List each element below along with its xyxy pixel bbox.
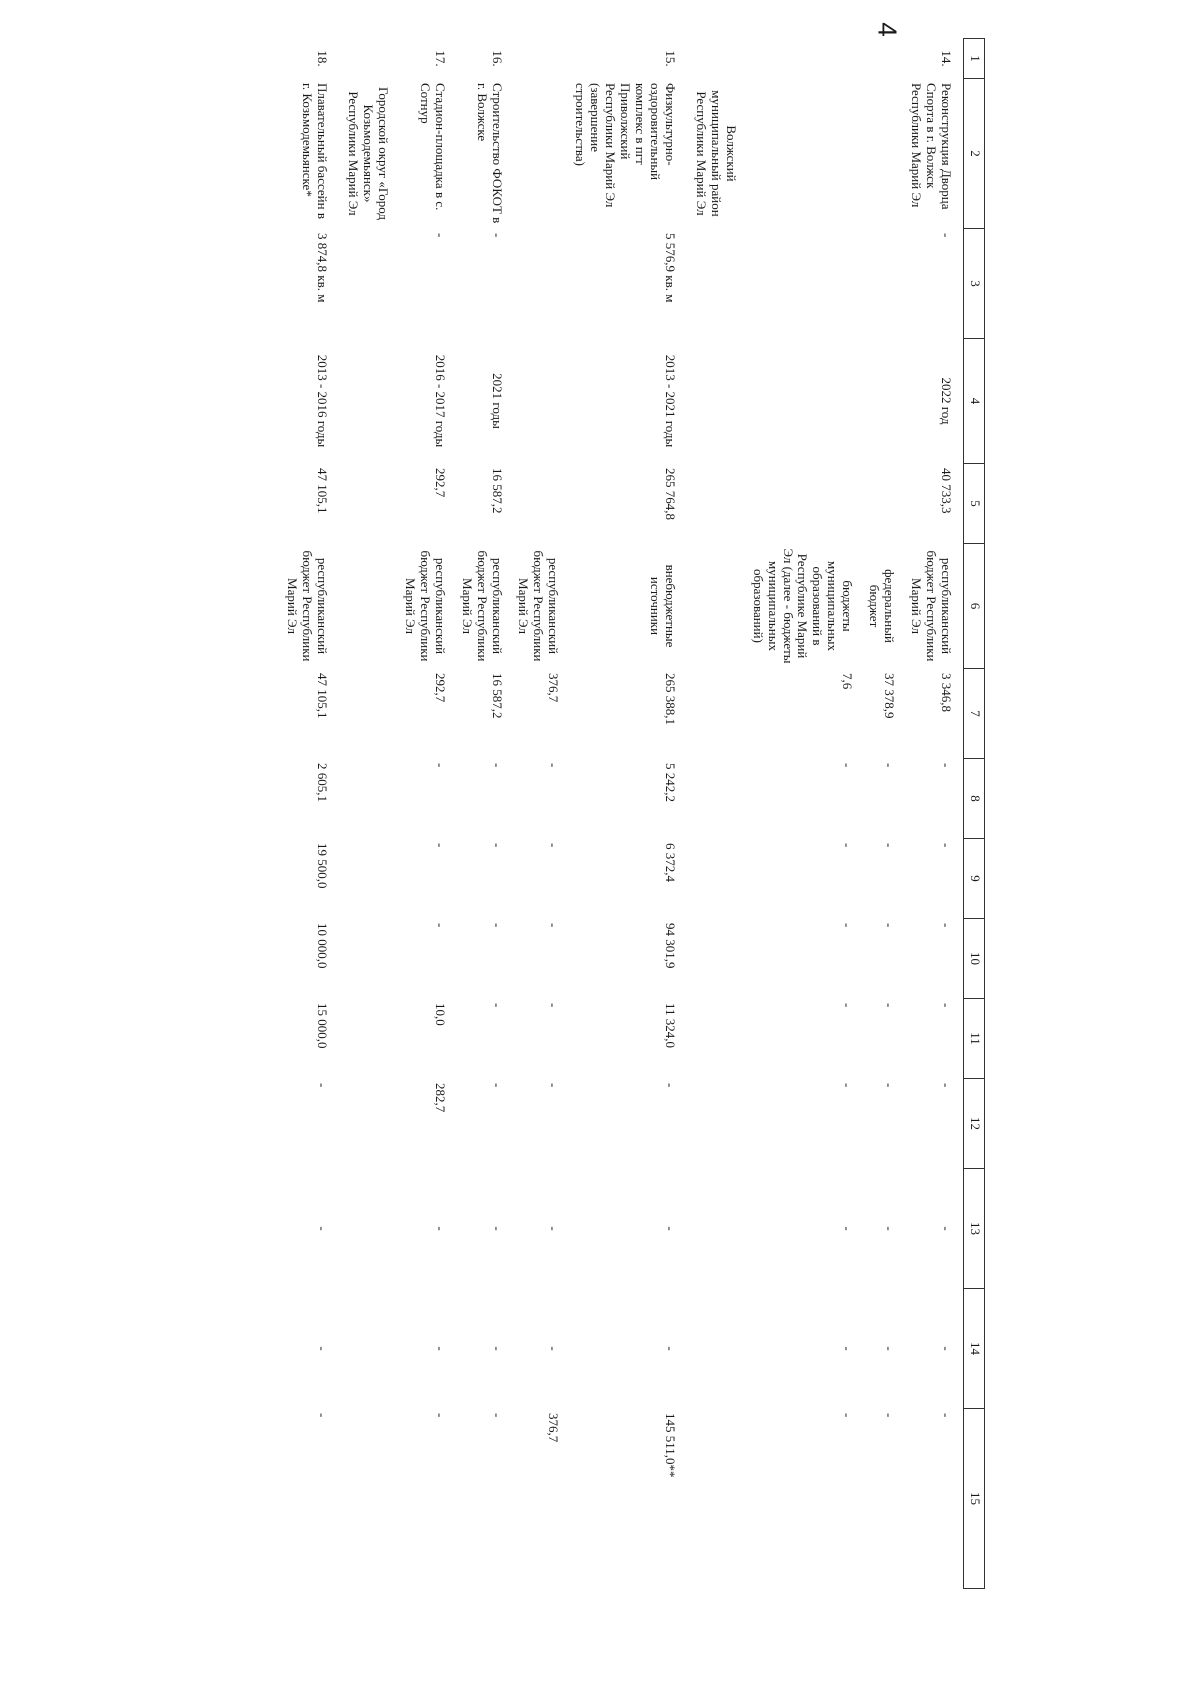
table-cell: 6 372,4 [662, 843, 678, 882]
table-cell: - [882, 923, 898, 928]
table-cell: - [662, 1346, 678, 1351]
table-cell: 47 105,1 [315, 468, 331, 514]
column-header-11: 11 [964, 999, 985, 1079]
table-cell: - [840, 763, 856, 768]
table-cell: - [882, 1226, 898, 1231]
table-cell: - [840, 1346, 856, 1351]
table-cell: 5 576,9 кв. м [662, 233, 678, 303]
table-cell: республиканский бюджет Республики Марий Эл [909, 550, 954, 662]
table-cell: - [840, 923, 856, 928]
column-header-9: 9 [964, 839, 985, 919]
table-body [282, 39, 963, 1589]
table-cell [514, 464, 571, 544]
table-cell: - [546, 1003, 562, 1008]
table-cell: - [432, 763, 448, 768]
table-cell: Физкультурно-оздоровительный комплекс в пгт Приволжский Республики Марий Эл (завершение строительства) [573, 83, 678, 208]
district-row [687, 39, 748, 1589]
table-cell [864, 39, 906, 79]
column-header-6: 6 [964, 544, 985, 669]
district-row [339, 39, 400, 1589]
table-cell [514, 229, 571, 339]
table-cell: бюджеты муниципальных образований в Республике Марий Эл (далее - бюджеты муниципальных образований) [750, 548, 856, 664]
table-cell: - [432, 1226, 448, 1231]
table-row [457, 39, 514, 1589]
table-cell [514, 39, 571, 79]
table-cell: 376,7 [546, 1413, 562, 1443]
table-cell [748, 464, 865, 544]
table-cell: - [489, 1413, 505, 1418]
table-cell: - [882, 1083, 898, 1088]
table-cell: 265 388,1 [662, 673, 678, 725]
table-cell: 5 242,2 [662, 763, 678, 802]
table-cell: 292,7 [432, 468, 448, 498]
table-cell [864, 229, 906, 339]
table-subrow [864, 39, 906, 1589]
table-cell: - [489, 1003, 505, 1008]
table-cell [339, 39, 400, 79]
table-cell: республиканский бюджет Республики Марий Эл [459, 550, 505, 662]
table-cell: 2022 год [939, 377, 954, 425]
column-header-4: 4 [964, 339, 985, 464]
table-cell [514, 339, 571, 464]
table-cell: - [432, 1346, 448, 1351]
table-cell: - [939, 1003, 954, 1008]
table-cell: - [840, 1226, 856, 1231]
table-cell: - [939, 1083, 954, 1088]
column-header-15: 15 [964, 1409, 985, 1589]
table-cell: - [546, 843, 562, 848]
table-cell: 94 301,9 [662, 923, 678, 969]
table-cell: - [546, 1226, 562, 1231]
table-cell: - [432, 233, 448, 238]
table-cell: - [432, 923, 448, 928]
table-cell: 37 378,9 [882, 673, 898, 719]
table-cell: 292,7 [432, 673, 448, 703]
table-cell: 265 764,8 [662, 468, 678, 520]
table-cell: Реконструкция Дворца Спорта в г. Волжск Республики Марий Эл [909, 83, 954, 210]
table-cell: 2016 - 2017 годы [432, 354, 448, 448]
table-cell [748, 339, 865, 464]
table-cell: 3 346,8 [939, 673, 954, 712]
table-cell: 16 587,2 [489, 673, 505, 719]
table-cell: - [939, 923, 954, 928]
table-row [906, 39, 963, 1589]
table-row [400, 39, 457, 1589]
table-cell: - [840, 1003, 856, 1008]
table-cell: - [546, 1346, 562, 1351]
table-cell [864, 339, 906, 464]
column-header-1: 1 [964, 39, 985, 79]
table-cell: республиканский бюджет Республики Марий Эл [285, 550, 331, 662]
table-cell: - [546, 1083, 562, 1088]
column-header-12: 12 [964, 1079, 985, 1169]
table-cell: - [939, 843, 954, 848]
table-cell: 7,6 [840, 673, 856, 690]
table-cell: - [315, 1226, 331, 1231]
table-cell: - [662, 1083, 678, 1088]
table-cell: - [546, 763, 562, 768]
table-cell: 2013 - 2016 годы [315, 354, 331, 448]
table-cell: - [315, 1413, 331, 1418]
table-cell: - [489, 233, 505, 238]
header-row [964, 39, 985, 1589]
table-cell [748, 79, 865, 229]
table-cell: - [489, 923, 505, 928]
table-cell: - [315, 1346, 331, 1351]
table-cell: 16. [489, 50, 505, 67]
table-cell [687, 229, 748, 1589]
table-cell: республиканский бюджет Республики Марий Эл [516, 550, 562, 662]
table-cell [864, 464, 906, 544]
column-header-10: 10 [964, 919, 985, 999]
table-cell: - [939, 233, 954, 238]
table-cell: - [939, 1346, 954, 1351]
column-header-3: 3 [964, 229, 985, 339]
table-cell: 14. [939, 50, 954, 67]
table-cell: - [489, 1346, 505, 1351]
table-cell: - [840, 843, 856, 848]
column-header-7: 7 [964, 669, 985, 759]
table-cell: - [882, 1346, 898, 1351]
table-cell: 11 324,0 [662, 1003, 678, 1049]
table-cell: 40 733,3 [939, 468, 954, 514]
table-cell: 2013 - 2021 годы [662, 354, 678, 448]
table-cell: Плавательный бассейн в г. Козьмодемьянске* [300, 83, 331, 219]
table-cell: - [662, 1226, 678, 1231]
table-cell: - [489, 843, 505, 848]
table-cell: 17. [432, 50, 448, 67]
table-cell: 18. [315, 50, 331, 67]
table-cell: - [489, 1083, 505, 1088]
table-cell: - [939, 1226, 954, 1231]
table-cell [748, 39, 865, 79]
table-cell: - [432, 1413, 448, 1418]
table-cell: - [315, 1083, 331, 1088]
table-cell: 145 511,0** [662, 1413, 678, 1478]
table-cell: - [882, 843, 898, 848]
table-cell: внебюджетные источники [648, 564, 678, 648]
table-cell: - [882, 763, 898, 768]
table-cell: - [882, 1413, 898, 1418]
rotated-table-wrapper [205, 38, 985, 1588]
table-cell: 282,7 [432, 1083, 448, 1113]
table-cell [864, 79, 906, 229]
table-cell: - [546, 923, 562, 928]
table-cell: 15 000,0 [315, 1003, 331, 1049]
table-cell: - [840, 1083, 856, 1088]
table-subrow [514, 39, 571, 1589]
district-name: Городской округ «Город Козьмодемьянск» Республики Марий Эл [346, 86, 391, 221]
table-cell: 16 587,2 [489, 468, 505, 514]
table-cell [339, 229, 400, 1589]
district-name: Волжский муниципальный район Республики Марий Эл [693, 90, 739, 217]
table-cell: федеральный бюджет [867, 569, 898, 643]
column-header-14: 14 [964, 1289, 985, 1409]
page-number: 4 [872, 22, 903, 37]
table-cell: - [489, 763, 505, 768]
column-header-8: 8 [964, 759, 985, 839]
table-cell: 10 000,0 [315, 923, 331, 969]
column-header-5: 5 [964, 464, 985, 544]
table-cell: Строительство ФОКОТ в г. Волжске [474, 83, 505, 224]
funding-table [282, 38, 985, 1589]
table-cell: 19 500,0 [315, 843, 331, 889]
table-cell: Стадион-площадка в с. Сотнур [417, 83, 448, 211]
table-cell: республиканский бюджет Республики Марий Эл [402, 550, 448, 662]
table-cell [687, 39, 748, 79]
table-cell: 10,0 [432, 1003, 448, 1026]
table-cell: - [939, 763, 954, 768]
table-cell: - [882, 1003, 898, 1008]
table-cell: 3 874,8 кв. м [315, 233, 331, 303]
table-row [570, 39, 687, 1589]
table-cell [748, 229, 865, 339]
table-cell [514, 79, 571, 229]
table-cell: 2 605,1 [315, 763, 331, 802]
table-cell: 47 105,1 [315, 673, 331, 719]
table-cell: - [489, 1226, 505, 1231]
table-cell: 15. [662, 50, 678, 67]
column-header-2: 2 [964, 79, 985, 229]
column-header-13: 13 [964, 1169, 985, 1289]
table-cell: 376,7 [546, 673, 562, 703]
table-cell: - [939, 1413, 954, 1418]
table-cell: - [840, 1413, 856, 1418]
table-cell: - [432, 843, 448, 848]
table-cell: 2021 годы [489, 373, 505, 429]
table-row [282, 39, 339, 1589]
table-subrow [748, 39, 865, 1589]
